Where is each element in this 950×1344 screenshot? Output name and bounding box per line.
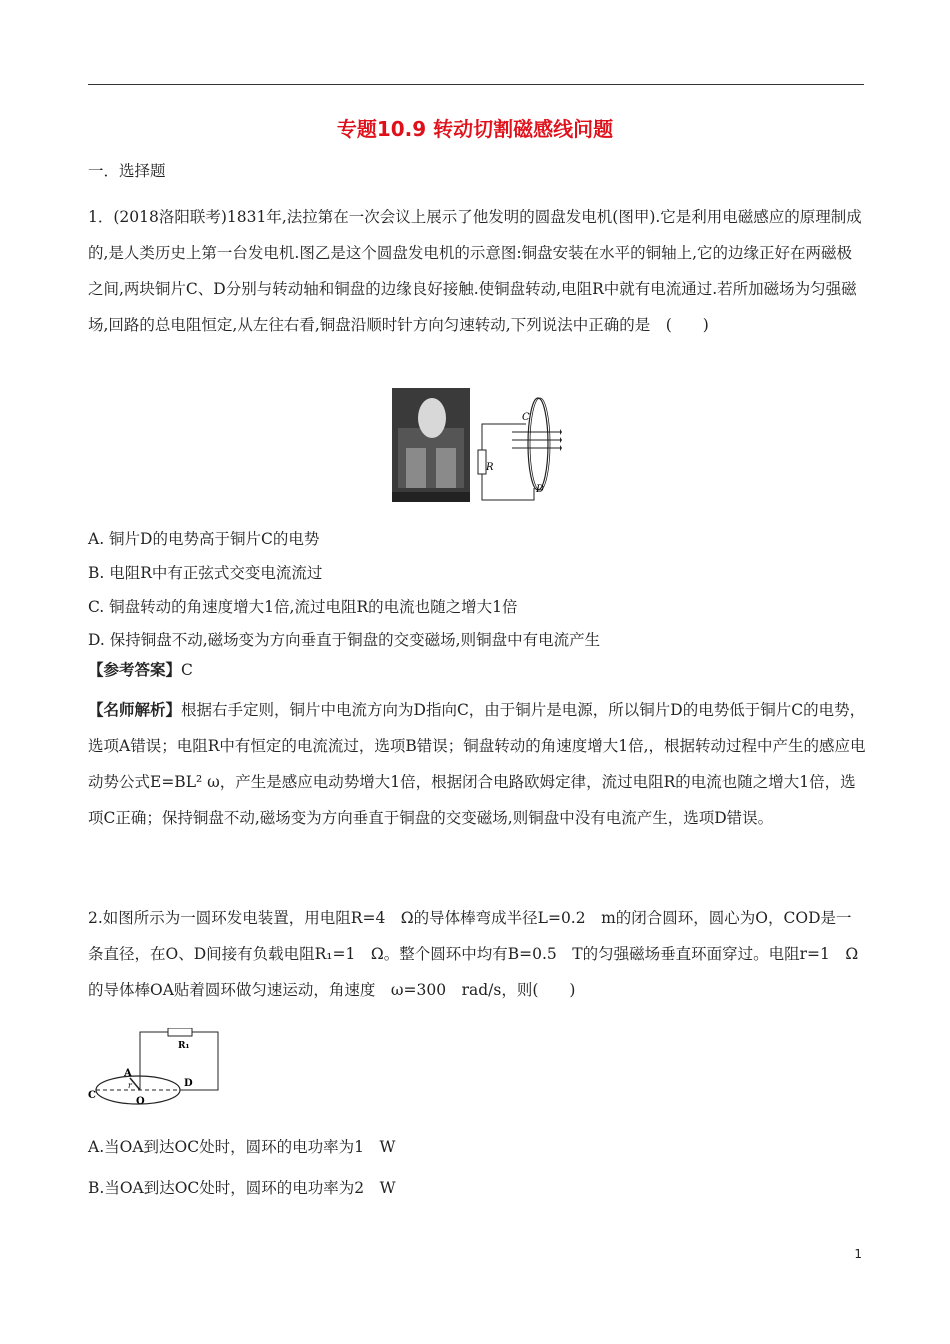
q2-option-a: A.当OA到达OC处时，圆环的电功率为1 W <box>88 1138 396 1156</box>
resistor-r1 <box>168 1028 192 1036</box>
q1-answer: 【参考答案】C <box>88 660 193 679</box>
copper-disk <box>528 398 548 490</box>
q1-stem: 1．(2018洛阳联考)1831年,法拉第在一次会议上展示了他发明的圆盘发电机(图甲).它是利用电磁感应的原理制成的,是人类历史上第一台发电机.图乙是这个圆盘发电机的示意图:铜盘安装在水平的铜轴上,它的边缘正好在两磁极之间,两块铜片C、D分别与转动轴和铜盘的边缘良好接触.使铜盘转动,电阻R中就有电流通过.若所加磁场为匀强磁场,回路的总电阻恒定,从左往右看,铜盘沿顺时针方向匀速转动,下列说法中正确的是 ( ) <box>88 208 862 334</box>
q2-figure <box>88 1028 228 1108</box>
q2-option-b: B.当OA到达OC处时，圆环的电功率为2 W <box>88 1179 396 1197</box>
q2-stem: 2.如图所示为一圆环发电装置，用电阻R=4 Ω的导体棒弯成半径L=0.2 m的闭合圆环，圆心为O，COD是一条直径，在O、D间接有负载电阻R₁=1 Ω。整个圆环中均有B=0.5 T的匀强磁场垂直环面穿过。电阻r=1 Ω的导体棒OA贴着圆环做匀速运动，角速度 ω=300 rad/s，则( ) <box>88 909 859 999</box>
svg-text:A: A <box>124 1068 132 1079</box>
svg-text:C: C <box>88 1090 96 1101</box>
svg-text:R: R <box>486 462 494 473</box>
svg-text:R₁: R₁ <box>178 1041 190 1051</box>
svg-text:D: D <box>536 484 545 495</box>
section-heading: 一．选择题 <box>88 162 166 180</box>
header-rule <box>88 84 864 85</box>
q1-option-d: D. 保持铜盘不动,磁场变为方向垂直于铜盘的交变磁场,则铜盘中有电流产生 <box>88 631 601 649</box>
q1-option-a: A. 铜片D的电势高于铜片C的电势 <box>88 530 320 548</box>
svg-text:D: D <box>184 1078 193 1089</box>
svg-text:O: O <box>136 1096 145 1107</box>
resistor-r <box>478 450 486 474</box>
page-number: 1 <box>854 1247 862 1261</box>
svg-text:C: C <box>522 412 530 423</box>
svg-text:r: r <box>128 1081 132 1090</box>
q1-option-b: B. 电阻R中有正弦式交变电流流过 <box>88 564 323 582</box>
q1-option-c: C. 铜盘转动的角速度增大1倍,流过电阻R的电流也随之增大1倍 <box>88 598 518 616</box>
q1-analysis: 【名师解析】根据右手定则，铜片中电流方向为D指向C，由于铜片是电源，所以铜片D的电势低于铜片C的电势，选项A错误；电阻R中有恒定的电流流过，选项B错误；铜盘转动的角速度增大1倍,，根据转动过程中产生的感应电动势公式E=BL² ω，产生是感应电动势增大1倍，根据闭合电路欧姆定律，流过电阻R的电流也随之增大1倍，选项C正确；保持铜盘不动,磁场变为方向垂直于铜盘的交变磁场,则铜盘中没有电流产生，选项D错误。 <box>88 700 866 827</box>
q1-figure <box>392 388 562 502</box>
page-title: 专题10.9 转动切割磁感线问题 <box>336 117 614 141</box>
